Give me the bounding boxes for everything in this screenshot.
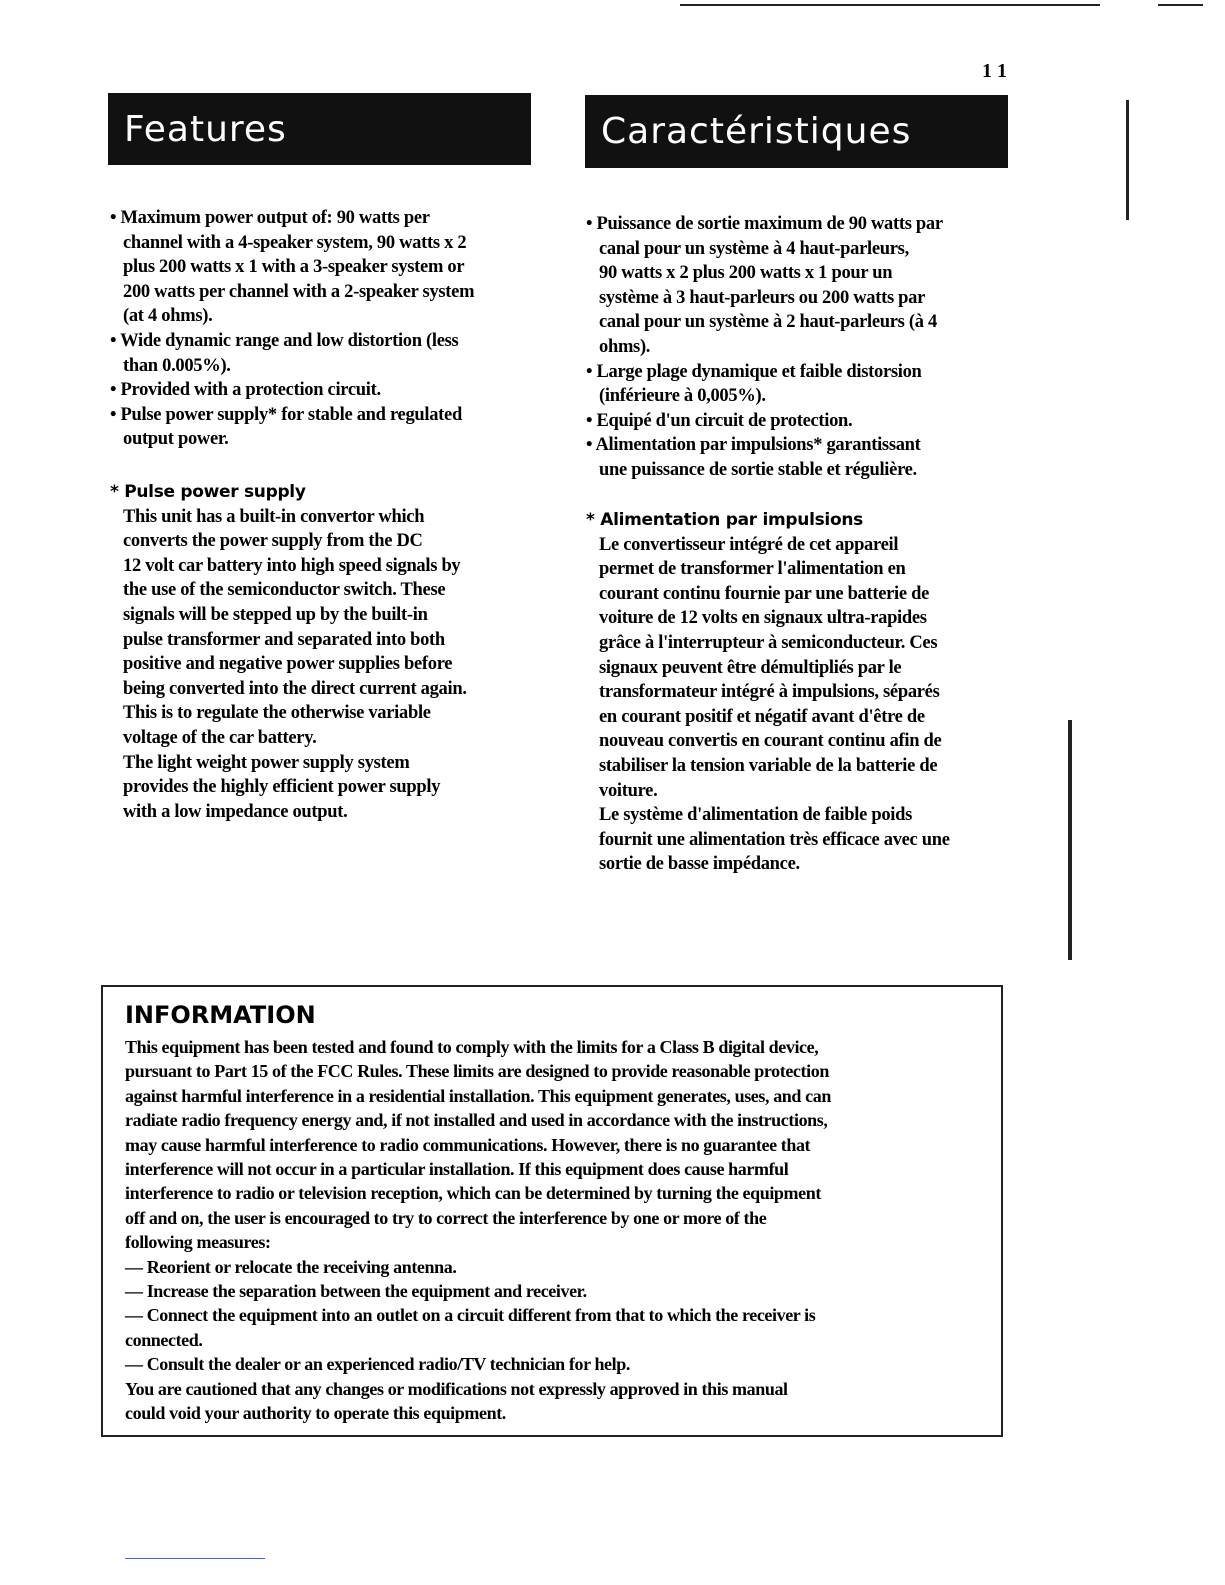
text-line: interference to radio or television reception, which can be determined by turning the equipment [125, 1183, 821, 1204]
text-line: The light weight power supply system [123, 752, 410, 773]
text-line: positive and negative power supplies before [123, 654, 453, 675]
bottom-mark [125, 1558, 265, 1559]
text-line: may cause harmful interference to radio communications. However, there is no guarantee that [125, 1134, 811, 1155]
text-line: interference will not occur in a particular installation. If this equipment does cause harmful [125, 1159, 789, 1180]
text-line: — Consult the dealer or an experienced radio/TV technician for help. [125, 1354, 630, 1375]
text-line: off and on, the user is encouraged to try to correct the interference by one or more of the [125, 1207, 767, 1228]
text-line: with a low impedance output. [123, 801, 348, 822]
feature-bullet [110, 378, 474, 403]
text-line: against harmful interference in a residential installation. This equipment generates, uses, and can [125, 1085, 831, 1106]
feature-bullet [586, 360, 943, 409]
text-line: • Maximum power output of: 90 watts per [110, 208, 430, 228]
text-line: voiture. [599, 780, 658, 801]
text-line: radiate radio frequency energy and, if not installed and used in accordance with the instructions, [125, 1110, 828, 1131]
text-line: Le convertisseur intégré de cet appareil [599, 534, 899, 555]
text-line: output power. [123, 429, 229, 450]
text-line: provides the highly efficient power supply [123, 777, 441, 798]
text-line: converts the power supply from the DC [123, 531, 423, 552]
text-line: nouveau convertis en courant continu afin de [599, 731, 942, 752]
features-heading: Features [108, 93, 531, 165]
text-line: than 0.005%). [123, 355, 231, 376]
text-line: • Puissance de sortie maximum de 90 watts par [586, 214, 943, 234]
scan-edge-mark-top [1126, 100, 1129, 220]
text-line: transformateur intégré à impulsions, séparés [599, 682, 940, 703]
note-title: * Pulse power supply [110, 482, 306, 502]
text-line: This is to regulate the otherwise variable [123, 703, 431, 724]
feature-bullet [586, 212, 943, 360]
text-line: could void your authority to operate this equipment. [125, 1403, 506, 1424]
text-line: the use of the semiconductor switch. These [123, 580, 446, 601]
feature-bullet [110, 329, 474, 378]
text-line: 90 watts x 2 plus 200 watts x 1 pour un [599, 263, 893, 284]
text-line: connected. [125, 1329, 203, 1350]
text-line: canal pour un système à 2 haut-parleurs (à 4 [599, 312, 937, 333]
information-title: INFORMATION [125, 1001, 316, 1029]
page-number: 1 1 [982, 60, 1007, 82]
text-line: voiture de 12 volts en signaux ultra-rapides [599, 608, 927, 629]
text-line: ohms). [599, 336, 651, 357]
note-title: * Alimentation par impulsions [586, 510, 863, 530]
feature-bullet [110, 403, 474, 452]
text-line: voltage of the car battery. [123, 727, 317, 748]
text-line: fournit une alimentation très efficace avec une [599, 829, 950, 850]
feature-bullet [586, 409, 943, 434]
text-line: channel with a 4-speaker system, 90 watts x 2 [123, 232, 467, 253]
text-line: Le système d'alimentation de faible poids [599, 805, 912, 826]
text-line: This unit has a built-in convertor which [123, 506, 425, 527]
text-line: You are cautioned that any changes or modifications not expressly approved in this manual [125, 1378, 788, 1399]
french-feature-list [586, 212, 943, 483]
text-line: permet de transformer l'alimentation en [599, 559, 906, 580]
text-line: 12 volt car battery into high speed signals by [123, 555, 461, 576]
text-line: 200 watts per channel with a 2-speaker system [123, 281, 475, 302]
information-box [101, 985, 1003, 1437]
text-line: une puissance de sortie stable et régulière. [599, 459, 917, 480]
text-line: • Wide dynamic range and low distortion (less [110, 330, 459, 351]
text-line: • Equipé d'un circuit de protection. [586, 410, 853, 431]
note-body [110, 505, 467, 825]
caracteristiques-heading: Caractéristiques [585, 95, 1008, 168]
text-line: en courant positif et négatif avant d'être de [599, 706, 925, 727]
text-line: (inférieure à 0,005%). [599, 386, 766, 407]
text-line: — Connect the equipment into an outlet on a circuit different from that to which the receiver is [125, 1305, 816, 1326]
text-line: plus 200 watts x 1 with a 3-speaker system or [123, 257, 465, 278]
text-line: courant continu fournie par une batterie de [599, 583, 930, 604]
text-line: • Provided with a protection circuit. [110, 380, 381, 401]
text-line: pursuant to Part 15 of the FCC Rules. These limits are designed to provide reasonable protection [125, 1061, 829, 1082]
text-line: • Pulse power supply* for stable and regulated [110, 404, 462, 425]
top-rule [680, 4, 1100, 6]
text-line: sortie de basse impédance. [599, 854, 800, 875]
text-line: being converted into the direct current again. [123, 678, 467, 699]
text-line: canal pour un système à 4 haut-parleurs, [599, 238, 909, 259]
text-line: — Increase the separation between the equipment and receiver. [125, 1281, 587, 1302]
english-pulse-note [110, 480, 467, 824]
scan-edge-mark [1068, 720, 1072, 960]
note-body [586, 533, 950, 877]
text-line: This equipment has been tested and found to comply with the limits for a Class B digital device, [125, 1037, 819, 1057]
text-line: signals will be stepped up by the built-in [123, 604, 428, 625]
text-line: (at 4 ohms). [123, 306, 213, 327]
information-body [125, 1035, 831, 1426]
feature-bullet [110, 206, 474, 329]
text-line: following measures: [125, 1232, 271, 1253]
english-feature-list [110, 206, 474, 452]
text-line: signaux peuvent être démultipliés par le [599, 657, 902, 678]
text-line: grâce à l'interrupteur à semiconducteur. Ces [599, 632, 938, 653]
text-line: — Reorient or relocate the receiving antenna. [125, 1256, 457, 1277]
top-rule-right [1158, 4, 1203, 6]
text-line: • Alimentation par impulsions* garantissant [586, 435, 921, 456]
text-line: • Large plage dynamique et faible distorsion [586, 361, 922, 382]
text-line: stabiliser la tension variable de la batterie de [599, 755, 938, 776]
text-line: système à 3 haut-parleurs ou 200 watts par [599, 287, 926, 308]
text-line: pulse transformer and separated into both [123, 629, 445, 650]
feature-bullet [586, 433, 943, 482]
french-pulse-note [586, 508, 950, 877]
